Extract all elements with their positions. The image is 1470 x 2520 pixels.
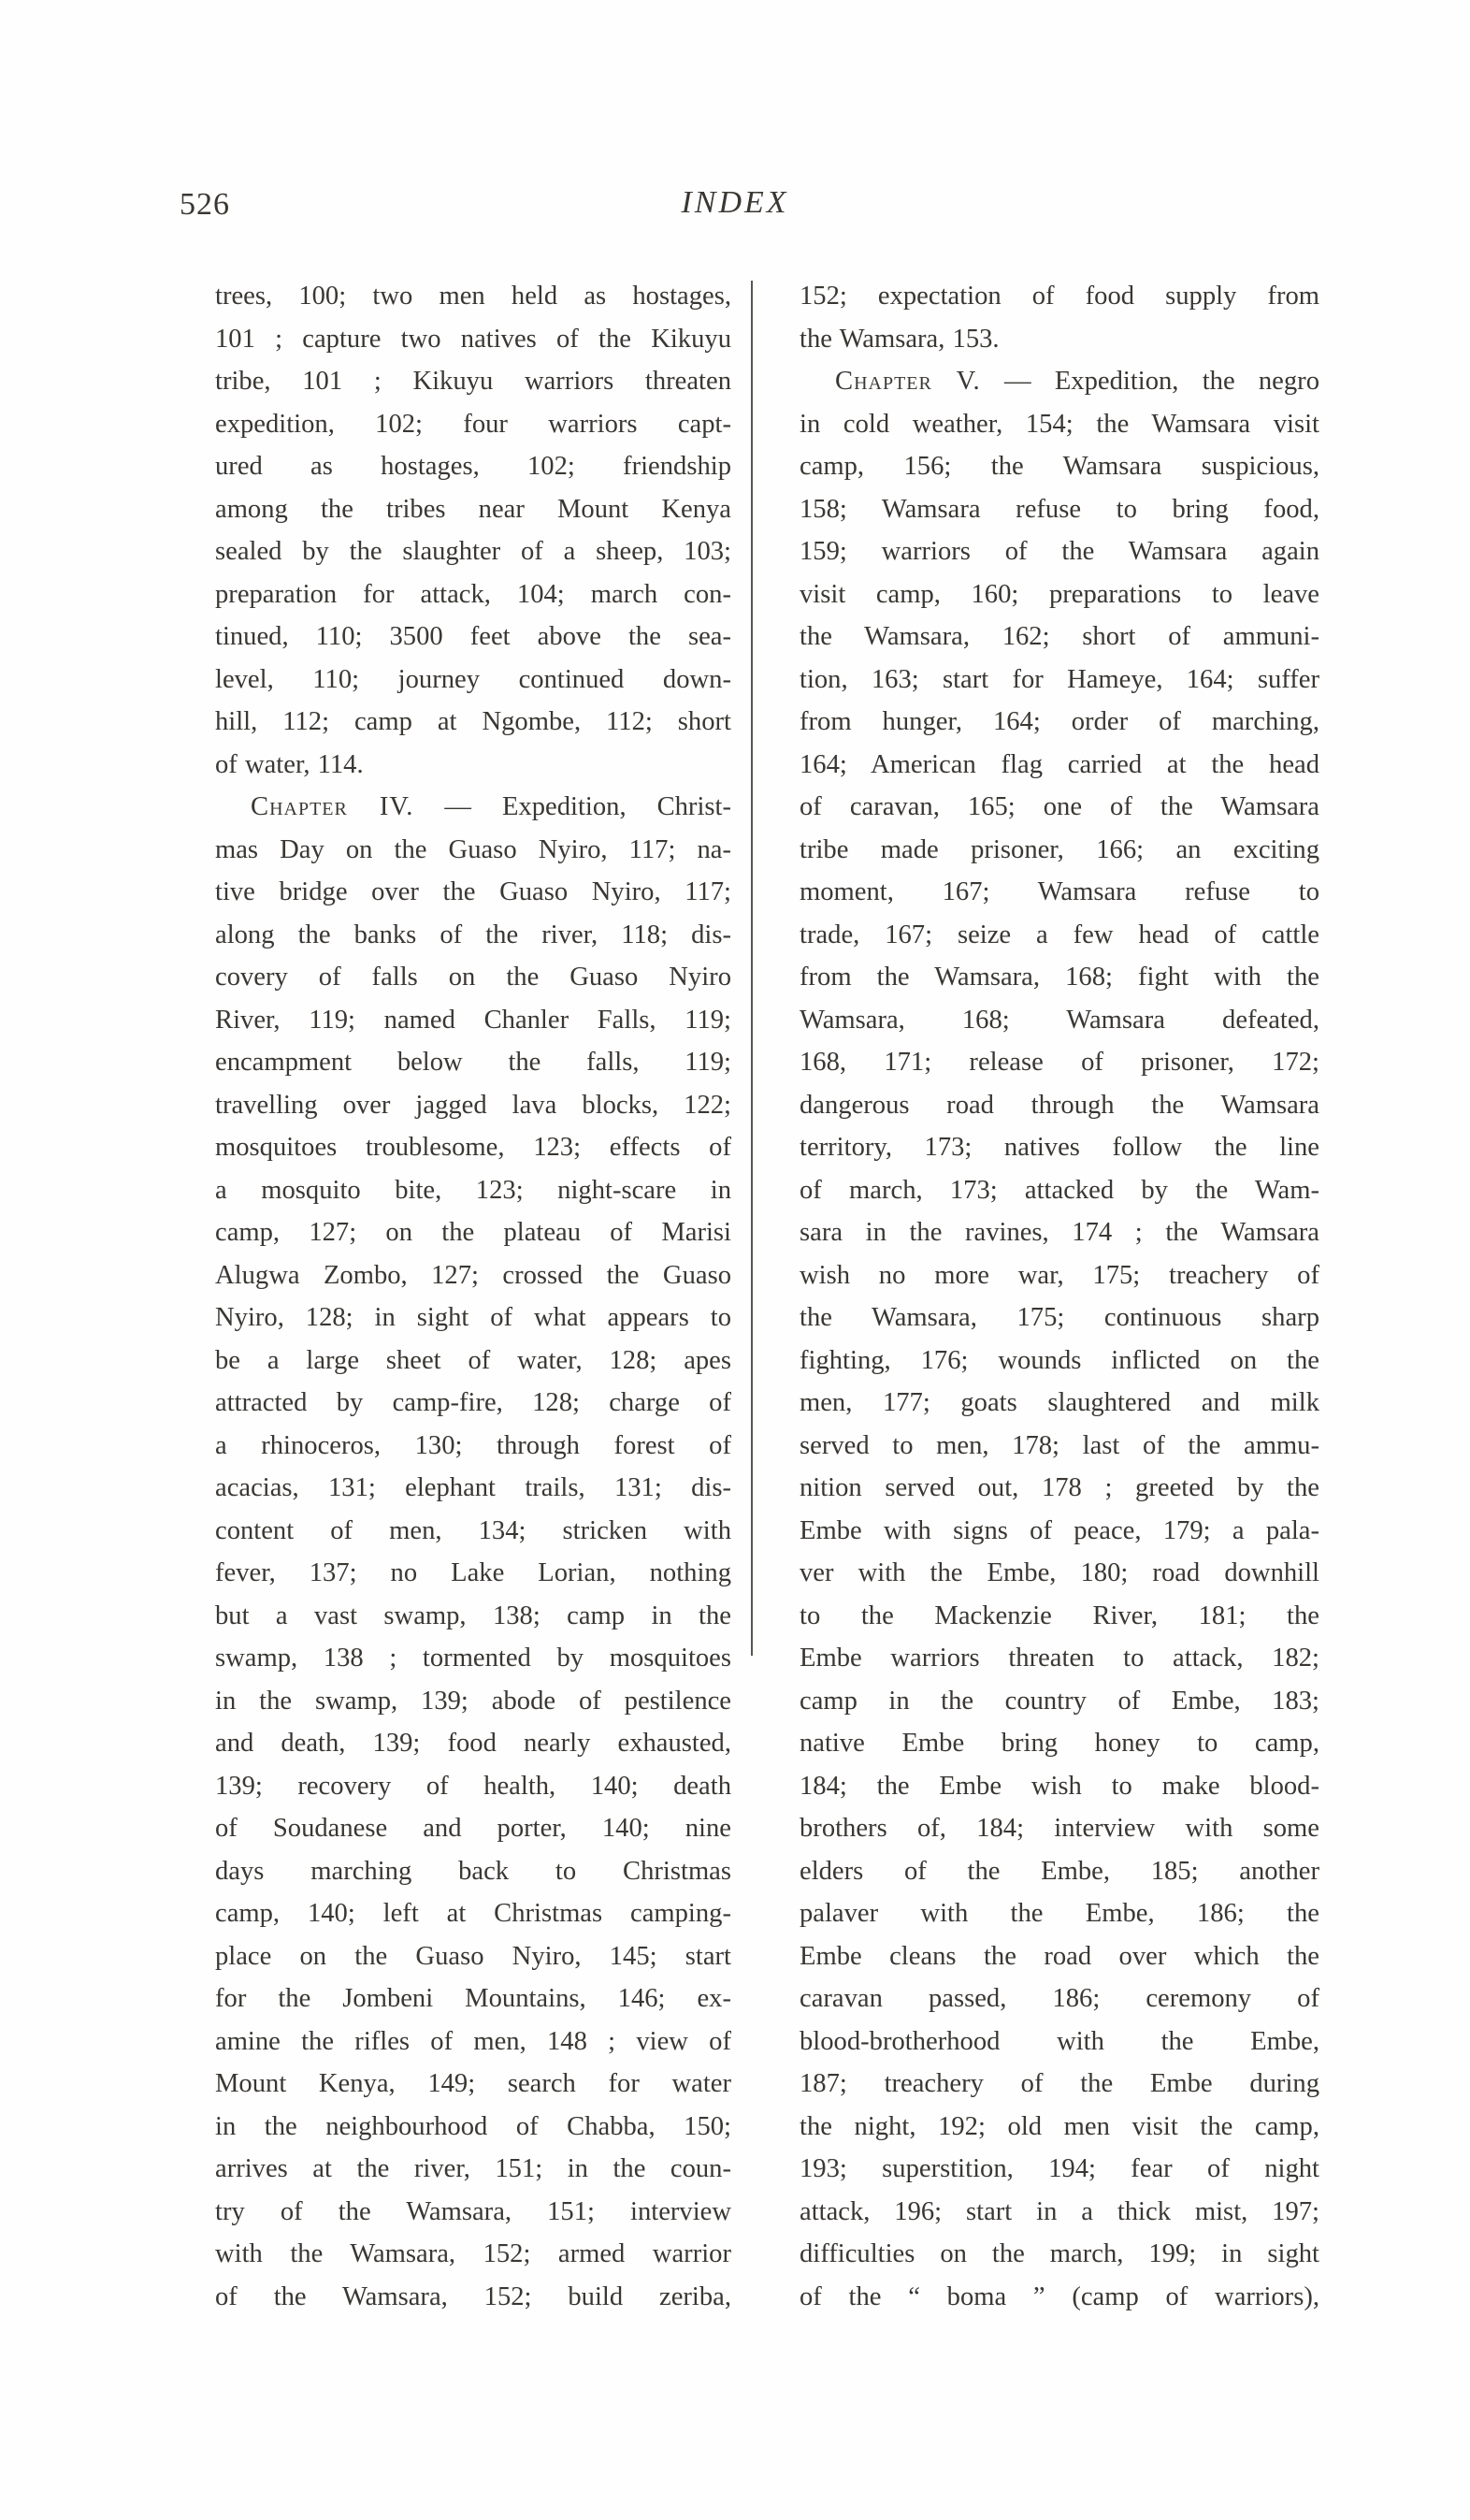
index-line: Embe cleans the road over which the [800, 1941, 1319, 1971]
index-line: in the neighbourhood of Chabba, 150; [215, 2111, 731, 2141]
index-line: the Wamsara, 153. [800, 324, 1000, 354]
index-line: a mosquito bite, 123; night-scare in [215, 1175, 731, 1205]
index-line: palaver with the Embe, 186; the [800, 1899, 1319, 1928]
index-line: ver with the Embe, 180; road downhill [800, 1558, 1319, 1587]
page-number: 526 [180, 187, 230, 222]
index-line: camp, 127; on the plateau of Marisi [215, 1218, 731, 1247]
index-line: 101 ; capture two natives of the Kikuyu [215, 324, 731, 354]
index-line: from the Wamsara, 168; fight with the [800, 963, 1319, 992]
index-line: tion, 163; start for Hameye, 164; suffer [800, 664, 1319, 694]
index-line: camp in the country of Embe, 183; [800, 1686, 1319, 1716]
index-line: trade, 167; seize a few head of cattle [800, 920, 1319, 949]
index-line: nition served out, 178 ; greeted by the [800, 1473, 1319, 1502]
index-line: Embe with signs of peace, 179; a pala- [800, 1515, 1319, 1545]
index-line: Mount Kenya, 149; search for water [215, 2069, 731, 2098]
index-line: in the swamp, 139; abode of pestilence [215, 1686, 731, 1716]
index-line: covery of falls on the Guaso Nyiro [215, 963, 731, 992]
index-line: of the Wamsara, 152; build zeriba, [215, 2281, 731, 2311]
index-line: level, 110; journey continued down- [215, 664, 731, 694]
index-line: attracted by camp-fire, 128; charge of [215, 1388, 731, 1417]
index-line: of march, 173; attacked by the Wam- [800, 1175, 1319, 1205]
index-line: the Wamsara, 162; short of ammuni- [800, 622, 1319, 651]
index-line: visit camp, 160; preparations to leave [800, 579, 1319, 609]
index-line: along the banks of the river, 118; dis- [215, 920, 731, 949]
index-line: Wamsara, 168; Wamsara defeated, [800, 1005, 1319, 1035]
index-line: to the Mackenzie River, 181; the [800, 1600, 1319, 1630]
index-line: tive bridge over the Guaso Nyiro, 117; [215, 877, 731, 906]
index-line: hill, 112; camp at Ngombe, 112; short [215, 707, 731, 736]
index-line: brothers of, 184; interview with some [800, 1814, 1319, 1843]
index-left-column [215, 275, 731, 2318]
running-title: INDEX [681, 185, 789, 220]
index-line: 187; treachery of the Embe during [800, 2069, 1319, 2098]
index-line: for the Jombeni Mountains, 146; ex- [215, 1984, 731, 2013]
column-divider [751, 281, 753, 1656]
index-line: trees, 100; two men held as hostages, [215, 282, 731, 311]
index-line: River, 119; named Chanler Falls, 119; [215, 1005, 731, 1035]
index-line: ured as hostages, 102; friendship [215, 452, 731, 481]
index-line: encampment below the falls, 119; [215, 1048, 731, 1077]
index-line: moment, 167; Wamsara refuse to [800, 877, 1319, 906]
index-line: travelling over jagged lava blocks, 122; [215, 1090, 731, 1120]
index-line: content of men, 134; stricken with [215, 1515, 731, 1545]
index-line: tinued, 110; 3500 feet above the sea- [215, 622, 731, 651]
index-line: among the tribes near Mount Kenya [215, 494, 731, 524]
index-line: 139; recovery of health, 140; death [215, 1771, 731, 1801]
index-line: days marching back to Christmas [215, 1856, 731, 1886]
index-line: but a vast swamp, 138; camp in the [215, 1600, 731, 1630]
index-line: sara in the ravines, 174 ; the Wamsara [800, 1218, 1319, 1247]
index-line: blood-brotherhood with the Embe, [800, 2026, 1319, 2056]
index-line: 184; the Embe wish to make blood- [800, 1771, 1319, 1801]
index-line: Embe warriors threaten to attack, 182; [800, 1644, 1319, 1673]
index-line: native Embe bring honey to camp, [800, 1729, 1319, 1758]
index-line: Nyiro, 128; in sight of what appears to [215, 1303, 731, 1332]
index-line: preparation for attack, 104; march con- [215, 579, 731, 609]
index-line: expedition, 102; four warriors capt- [215, 409, 731, 439]
index-line: and death, 139; food nearly exhausted, [215, 1729, 731, 1758]
index-line: in cold weather, 154; the Wamsara visit [800, 409, 1319, 439]
index-line: mosquitoes troublesome, 123; effects of [215, 1133, 731, 1162]
index-line: swamp, 138 ; tormented by mosquitoes [215, 1644, 731, 1673]
index-line: of the “ boma ” (camp of warriors), [800, 2281, 1319, 2311]
index-line: Chapter V. — Expedition, the negro [835, 367, 1319, 396]
index-line: 158; Wamsara refuse to bring food, [800, 494, 1319, 524]
index-right-column [800, 275, 1319, 2318]
index-line: caravan passed, 186; ceremony of [800, 1984, 1319, 2013]
index-line: try of the Wamsara, 151; interview [215, 2196, 731, 2226]
index-line: Chapter IV. — Expedition, Christ- [251, 792, 731, 821]
index-line: fever, 137; no Lake Lorian, nothing [215, 1558, 731, 1587]
index-line: camp, 156; the Wamsara suspicious, [800, 452, 1319, 481]
index-line: the night, 192; old men visit the camp, [800, 2111, 1319, 2141]
index-line: of water, 114. [215, 749, 364, 779]
index-line: tribe, 101 ; Kikuyu warriors threaten [215, 367, 731, 396]
index-line: the Wamsara, 175; continuous sharp [800, 1303, 1319, 1332]
index-line: fighting, 176; wounds inflicted on the [800, 1345, 1319, 1375]
index-line: elders of the Embe, 185; another [800, 1856, 1319, 1886]
index-line: acacias, 131; elephant trails, 131; dis- [215, 1473, 731, 1502]
index-line: 168, 171; release of prisoner, 172; [800, 1048, 1319, 1077]
index-line: 164; American flag carried at the head [800, 749, 1319, 779]
index-line: men, 177; goats slaughtered and milk [800, 1388, 1319, 1417]
index-line: place on the Guaso Nyiro, 145; start [215, 1941, 731, 1971]
index-line: from hunger, 164; order of marching, [800, 707, 1319, 736]
index-line: difficulties on the march, 199; in sight [800, 2239, 1319, 2268]
index-line: arrives at the river, 151; in the coun- [215, 2154, 731, 2183]
index-line: amine the rifles of men, 148 ; view of [215, 2026, 731, 2056]
index-line: attack, 196; start in a thick mist, 197; [800, 2196, 1319, 2226]
index-line: of caravan, 165; one of the Wamsara [800, 792, 1319, 821]
index-line: tribe made prisoner, 166; an exciting [800, 834, 1319, 864]
index-line: mas Day on the Guaso Nyiro, 117; na- [215, 834, 731, 864]
index-line: be a large sheet of water, 128; apes [215, 1345, 731, 1375]
index-line: wish no more war, 175; treachery of [800, 1260, 1319, 1290]
index-line: of Soudanese and porter, 140; nine [215, 1814, 731, 1843]
index-line: dangerous road through the Wamsara [800, 1090, 1319, 1120]
index-line: sealed by the slaughter of a sheep, 103; [215, 537, 731, 566]
index-line: served to men, 178; last of the ammu- [800, 1430, 1319, 1460]
index-line: a rhinoceros, 130; through forest of [215, 1430, 731, 1460]
index-line: with the Wamsara, 152; armed warrior [215, 2239, 731, 2268]
index-line: 193; superstition, 194; fear of night [800, 2154, 1319, 2183]
index-line: camp, 140; left at Christmas camping- [215, 1899, 731, 1928]
index-line: 159; warriors of the Wamsara again [800, 537, 1319, 566]
index-line: 152; expectation of food supply from [800, 282, 1319, 311]
index-line: territory, 173; natives follow the line [800, 1133, 1319, 1162]
index-line: Alugwa Zombo, 127; crossed the Guaso [215, 1260, 731, 1290]
